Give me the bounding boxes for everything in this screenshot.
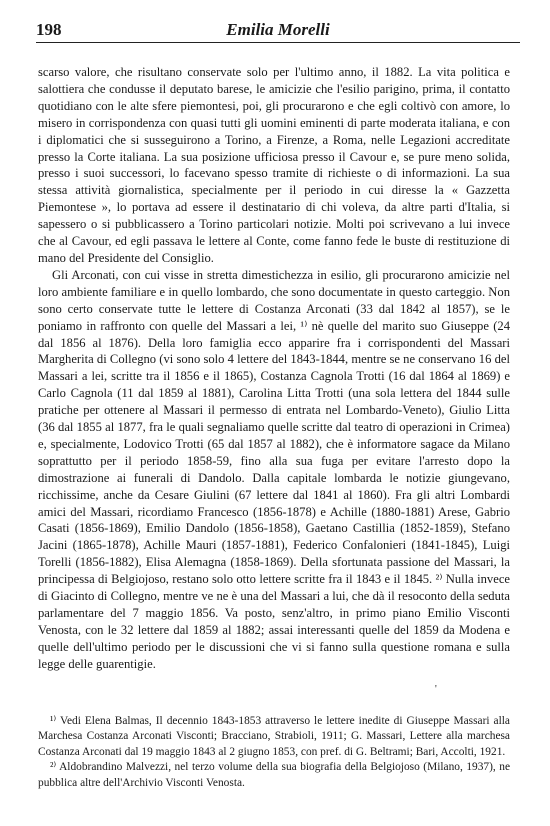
main-text (38, 64, 510, 673)
paragraph-continuation: scarso valore, che risultano conservate solo per l'ultimo anno, il 1882. La vita politica e salottiera che condusse il deputato barese, le amicizie che l'esilio parigino, prima, il contatto quotidiano con le alte sfere piemontesi, poi, gli procurarono e che egli coltivò con amore, lo misero in corrispondenza con quasi tutti gli uomini eminenti di parte moderata italiana, e con i diplomatici che si susseguirono a Torino, a Firenze, a Roma, nelle Legazioni accreditate presso la Corte italiana. La sua posizione ufficiosa presso il Cavour e, se pure meno solida, presso i suoi successori, lo facevano spesso tramite di richieste o di informazioni. La sua stessa attività giornalistica, specialmente per il periodo in cui diresse la « Gazzetta Piemontese », lo portava ad essere il destinatario di chi voleva, da altre parti d'Italia, si sapessero o si pubblicassero a Torino particolari notizie. Molti poi scrivevano a lui invece che al Cavour, ed egli passava le lettere al Conte, come fanno fede le buste di restituzione di mano del Presidente del Consiglio. (38, 65, 510, 265)
separator-mark: ' (435, 684, 437, 695)
page-header (36, 16, 520, 43)
footnotes (38, 714, 510, 791)
running-title: Emilia Morelli (226, 20, 330, 39)
footnote-2: ²⁾ Aldobrandino Malvezzi, nel terzo volume della sua biografia della Belgiojoso (Milano, 1937), ne pubblica altre dell'Archivio Visconti Venosta. (38, 761, 510, 789)
footnote-1: ¹⁾ Vedi Elena Balmas, Il decennio 1843-1853 attraverso le lettere inedite di Giuseppe Massari alla Marchesa Costanza Arconati Visconti; Bracciano, Strabioli, 1911; G. Massari, Lettere alla marchesa Costanza Arconati dal 19 maggio 1843 al 2 giugno 1853, con pref. di G. Beltrami; Bari, Accolti, 1921. (38, 715, 510, 758)
paragraph-arconati: Gli Arconati, con cui visse in stretta dimestichezza in esilio, gli procurarono amicizie nel loro ambiente familiare e in quello lombardo, che sono documentate in questo carteggio. Non sono certo conservate tutte le lettere di Costanza Arconati (33 dal 1842 al 1857), se le poniamo in raffronto con quelle del Massari a lei, ¹⁾ nè quelle del marito suo Giuseppe (24 dal 1856 al 1876). Della loro famiglia ecco apparire fra i corrispondenti del Massari Margherita di Collegno (vi sono solo 4 lettere del 1843-1844, mentre se ne conservano 16 del Massari a lei, scritte tra il 1856 e il 1865), Costanza Cagnola Trotti (16 dal 1864 al 1869) e Carlo Cagnola (11 dal 1859 al 1881), Carolina Litta Trotti (una sola lettera del 1844 sulle pratiche per ottenere al Massari il permesso di entrata nel Lombardo-Veneto), Giulio Litta (36 dal 1855 al 1877, fra le quali segnaliamo quelle scritte dal teatro di operazioni in Crimea) e, specialmente, Lodovico Trotti (65 dal 1857 al 1882), che è informatore sagace da Milano soprattutto per il periodo 1858-59, fino alla sua fuga per evitare l'arresto dopo la dimostrazione ai funerali di Dandolo. Dalla capitale lombarda le notizie giungevano, ricchissime, anche da Cesare Giulini (67 lettere dal 1841 al 1860). Fra gli altri Lombardi amici del Massari, ricordiamo Francesco (1856-1878) e Achille (1880-1881) Arese, Gabrio Casati (1856-1869), Emilio Dandolo (1856-1858), Gaetano Castillia (1852-1859), Stefano Jacini (1865-1878), Achille Mauri (1857-1881), Federico Confalonieri (1841-1845), Luigi Torelli (1856-1882), Elisa Alemagna (1858-1869). Della sfortunata passione del Massari, la principessa di Belgiojoso, restano solo otto lettere scritte fra il 1843 e il 1845. ²⁾ Nulla invece di Giacinto di Collegno, mentre ve ne è una del Massari a lui, che dà il resoconto della seduta parlamentare del 7 maggio 1856. Va posto, senz'altro, in primo piano Emilio Visconti Venosta, con le 32 lettere dal 1859 al 1882; assai interessanti quelle del 1859 da Modena e quelle dell'ultimo periodo per le discussioni che vi si fanno sulla questione romana e sulla legge delle guarentigie. (38, 267, 510, 671)
page-number: 198 (36, 20, 62, 39)
